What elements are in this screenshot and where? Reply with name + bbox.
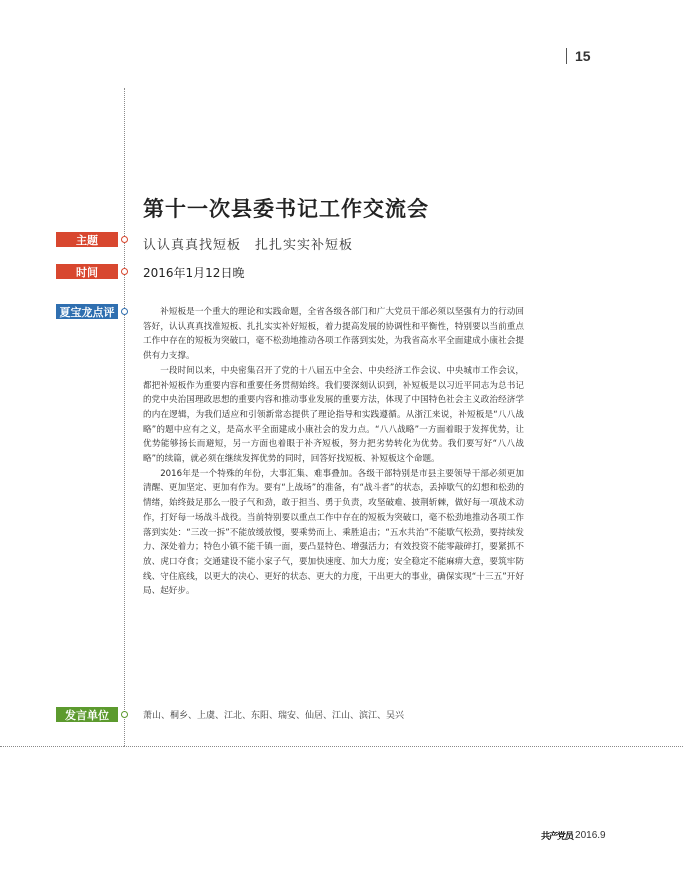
units-text: 萧山、桐乡、上虞、江北、东阳、瑞安、仙居、江山、滨江、吴兴 (143, 711, 405, 721)
page-number (566, 48, 591, 64)
comment-body (143, 305, 524, 599)
paragraph: 补短板是一个重大的理论和实践命题，全省各级各部门和广大党员干部必须以坚强有力的行动回答好，认认真真找准短板、扎扎实实补好短板，着力提高发展的协调性和平衡性，特别要以当前重点工作中存在的短板为突破口，毫不松劲地推动各项工作落到实处，为我省高水平全面建成小康社会提供有力支撑。 (143, 307, 524, 362)
paragraph: 一段时间以来，中央密集召开了党的十八届五中全会、中央经济工作会议、中央城市工作会议，都把补短板作为重要内容和重要任务贯彻始终。我们要深刻认识到，补短板是以习近平同志为总书记的党中央治国理政思想的重要内容和推动事业发展的重要方法，体现了中国特色社会主义政治经济学的内在逻辑，为我们适应和引领新常态提供了理论指导和实践遵循。从浙江来说，补短板是“八八战略”的题中应有之义，是高水平全面建成小康社会的发力点。“八八战略”一方面着眼于发挥优势，让优势能够扬长而避短，另一方面也着眼于补齐短板，努力把劣势转化为优势。我们要写好“八八战略”的续篇，就必须在继续发挥优势的同时，回答好找短板、补短板这个命题。 (143, 365, 524, 465)
units-label: 发言单位 (56, 707, 118, 722)
subject-text: 认认真真找短板 扎扎实实补短板 (143, 238, 354, 253)
paragraph: 2016年是一个特殊的年份，大事汇集、难事叠加。各级干部特别是市县主要领导干部必须更加清醒、更加坚定、更加有作为。要有“上战场”的准备，有“战斗者”的状态，丢掉歇气的幻想和松劲的情绪，始终鼓足那么一股子气和劲，敢于担当、勇于负责，攻坚破难、披荆斩棘，做好每一项战术动作，打好每一场战斗战役。当前特别要以重点工作中存在的短板为突破口，毫不松劲地推动各项工作落到实处：“三改一拆”不能放缓放慢，要乘势而上、乘胜追击；“五水共治”不能歇气松劲，要持续发力、深处着力；特色小镇不能千镇一面，要凸显特色、增强活力；有效投资不能零敲碎打，要紧抓不放、虎口夺食；交通建设不能小家子气，要加快速度、加大力度；安全稳定不能麻痹大意，要筑牢防线、守住底线，以更大的决心、更好的状态、更大的力度，干出更大的事业，确保实现“十三五”开好局、起好步。 (143, 468, 524, 597)
units-dot-icon (121, 711, 128, 718)
issue-number: 2016.9 (575, 830, 606, 841)
time-text: 2016年1月12日晚 (143, 266, 245, 280)
footer (541, 829, 606, 842)
horizontal-dotted-divider-left (0, 746, 124, 747)
horizontal-dotted-divider-right (124, 746, 683, 747)
magazine-logo: 共产党员 (541, 832, 574, 842)
comment-label: 夏宝龙点评 (56, 304, 118, 319)
page-number-divider (566, 48, 567, 64)
comment-dot-icon (121, 308, 128, 315)
time-label: 时间 (56, 264, 118, 279)
subject-dot-icon (121, 236, 128, 243)
time-dot-icon (121, 268, 128, 275)
article-title: 第十一次县委书记工作交流会 (143, 197, 429, 221)
subject-label: 主题 (56, 232, 118, 247)
page-number-text: 15 (575, 48, 591, 64)
vertical-dotted-divider (124, 88, 125, 746)
